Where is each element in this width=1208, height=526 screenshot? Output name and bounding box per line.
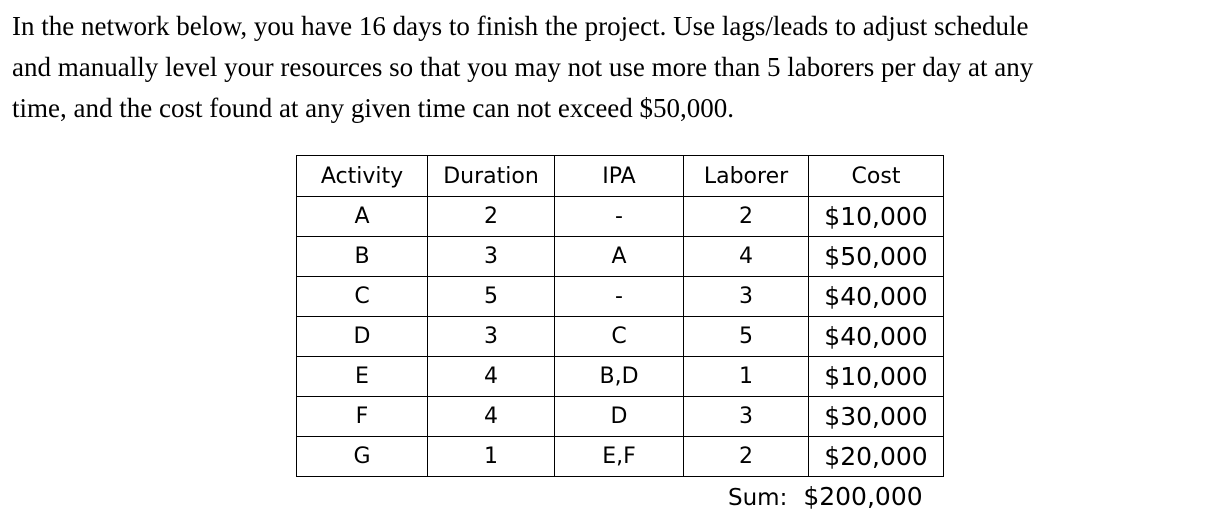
cell-ipa: B,D xyxy=(555,357,684,397)
table-row xyxy=(297,437,944,477)
table-row xyxy=(297,237,944,277)
cell-duration: 1 xyxy=(428,437,555,477)
cell-ipa: - xyxy=(555,277,684,317)
cell-cost: $10,000 xyxy=(809,357,944,397)
table-row xyxy=(297,397,944,437)
cell-cost: $30,000 xyxy=(809,397,944,437)
table-header-row xyxy=(297,156,944,197)
cell-activity: A xyxy=(297,197,428,237)
header-cost: Cost xyxy=(809,156,944,197)
cell-activity: C xyxy=(297,277,428,317)
cell-duration: 4 xyxy=(428,397,555,437)
cell-activity: G xyxy=(297,437,428,477)
cell-cost: $40,000 xyxy=(809,317,944,357)
cell-activity: D xyxy=(297,317,428,357)
problem-line: and manually level your resources so that you may not use more than 5 laborers per day at any xyxy=(12,52,1034,82)
cell-laborer: 3 xyxy=(684,397,809,437)
cell-activity: E xyxy=(297,357,428,397)
cell-cost: $20,000 xyxy=(809,437,944,477)
cell-laborer: 1 xyxy=(684,357,809,397)
table-row xyxy=(297,317,944,357)
cell-duration: 3 xyxy=(428,317,555,357)
activity-table xyxy=(296,155,944,477)
cell-duration: 2 xyxy=(428,197,555,237)
cell-duration: 5 xyxy=(428,277,555,317)
cell-ipa: D xyxy=(555,397,684,437)
cell-duration: 3 xyxy=(428,237,555,277)
cell-cost: $40,000 xyxy=(809,277,944,317)
cell-cost: $10,000 xyxy=(809,197,944,237)
cell-ipa: E,F xyxy=(555,437,684,477)
table-row xyxy=(297,197,944,237)
sum-label: Sum: xyxy=(728,485,788,511)
cell-activity: B xyxy=(297,237,428,277)
cell-laborer: 2 xyxy=(684,437,809,477)
cell-laborer: 4 xyxy=(684,237,809,277)
sum-value: $200,000 xyxy=(803,482,923,511)
cell-laborer: 3 xyxy=(684,277,809,317)
problem-line: In the network below, you have 16 days to finish the project. Use lags/leads to adjust schedule xyxy=(12,11,1029,41)
cell-laborer: 2 xyxy=(684,197,809,237)
cell-laborer: 5 xyxy=(684,317,809,357)
problem-line: time, and the cost found at any given time can not exceed $50,000. xyxy=(12,93,735,123)
header-ipa: IPA xyxy=(555,156,684,197)
table-row xyxy=(297,277,944,317)
sum-row xyxy=(728,482,923,511)
header-activity: Activity xyxy=(297,156,428,197)
cell-cost: $50,000 xyxy=(809,237,944,277)
table-row xyxy=(297,357,944,397)
cell-ipa: - xyxy=(555,197,684,237)
problem-statement xyxy=(12,6,1202,129)
cell-ipa: A xyxy=(555,237,684,277)
cell-activity: F xyxy=(297,397,428,437)
header-duration: Duration xyxy=(428,156,555,197)
header-laborer: Laborer xyxy=(684,156,809,197)
table-body xyxy=(297,197,944,477)
cell-ipa: C xyxy=(555,317,684,357)
cell-duration: 4 xyxy=(428,357,555,397)
